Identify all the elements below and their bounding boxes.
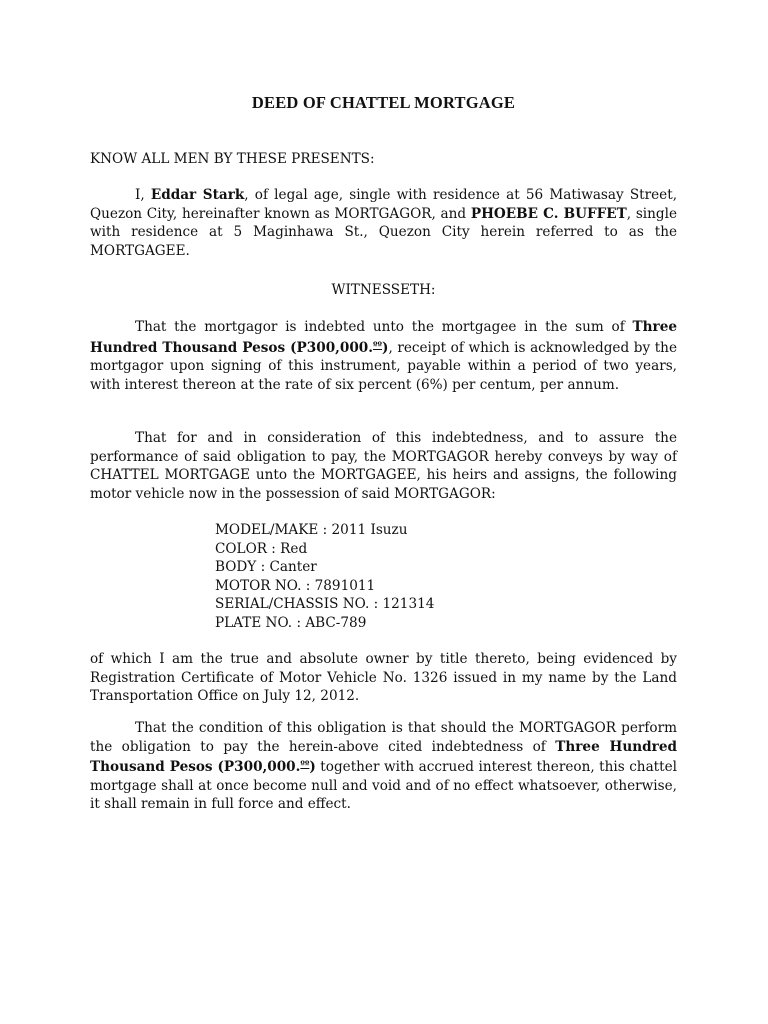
parties-paragraph	[90, 186, 677, 260]
condition-text-2: together with accrued interest thereon, this chattel mortgage shall at once become null and void and of no effect whatsoever, otherwise, it shall remain in full force and effect.	[90, 759, 677, 813]
parties-text-1: I,	[135, 187, 151, 203]
vehicle-model: MODEL/MAKE : 2011 Isuzu	[215, 522, 408, 538]
vehicle-body: BODY : Canter	[215, 559, 317, 576]
mortgagor-name: Eddar Stark	[150, 187, 245, 203]
debt-paragraph	[90, 318, 677, 394]
vehicle-serial-no: SERIAL/CHASSIS NO. : 121314	[215, 596, 435, 613]
parties-text-3: , single with residence at 5 Maginhawa St., Quezon City herein referred to as the MORTGAGEE.	[90, 205, 677, 259]
consideration-paragraph: That for and in consideration of this indebtedness, and to assure the performance of said obligation to pay, the MORTGAGOR hereby conveys by way of CHATTEL MORTGAGE unto the MORTGAGEE, his heirs and assigns, the following motor vehicle now in the possession of said MORTGAGOR:	[90, 430, 677, 502]
debt-text-2: , receipt of which is acknowledged by the mortgagor upon signing of this instrument, payable within a period of two years, with interest thereon at the rate of six percent (6%) per centum, per annum.	[90, 339, 677, 393]
vehicle-plate-no: PLATE NO. : ABC-789	[215, 614, 367, 631]
condition-text-1: That the condition of this obligation is that should the MORTGAGOR perform the obligation to pay the herein-above cited indebtedness of	[90, 720, 677, 755]
debt-amount-close: )	[382, 339, 389, 356]
ownership-paragraph: of which I am the true and absolute owner by title thereto, being evidenced by Registration Certificate of Motor Vehicle No. 1326 issued in my name by the Land Transportation Office on July 12, 2012.	[90, 651, 677, 705]
debt-amount-cents: ºº	[373, 340, 382, 351]
vehicle-color: COLOR : Red	[215, 540, 308, 557]
condition-amount-close: )	[309, 759, 316, 776]
debt-amount-words: Three Hundred Thousand Pesos (P300,000.	[90, 319, 677, 356]
document-title: DEED OF CHATTEL MORTGAGE	[251, 93, 516, 112]
witnesseth-heading: WITNESSETH:	[331, 282, 436, 298]
vehicle-details	[215, 521, 434, 633]
document-page	[90, 0, 677, 1024]
parties-text-2: , of legal age, single with residence at 56 Matiwasay Street, Quezon City, hereinafter known as MORTGAGOR, and	[90, 187, 678, 222]
mortgagee-name: PHOEBE C. BUFFET	[470, 205, 627, 222]
condition-amount-cents: ºº	[300, 760, 310, 771]
condition-paragraph	[90, 719, 677, 814]
vehicle-motor-no: MOTOR NO. : 7891011	[215, 577, 376, 594]
salutation: KNOW ALL MEN BY THESE PRESENTS:	[90, 151, 375, 167]
debt-text-1: That the mortgagor is indebted unto the mortgagee in the sum of	[135, 319, 633, 335]
condition-amount-words: Three Hundred Thousand Pesos (P300,000.	[90, 738, 677, 776]
